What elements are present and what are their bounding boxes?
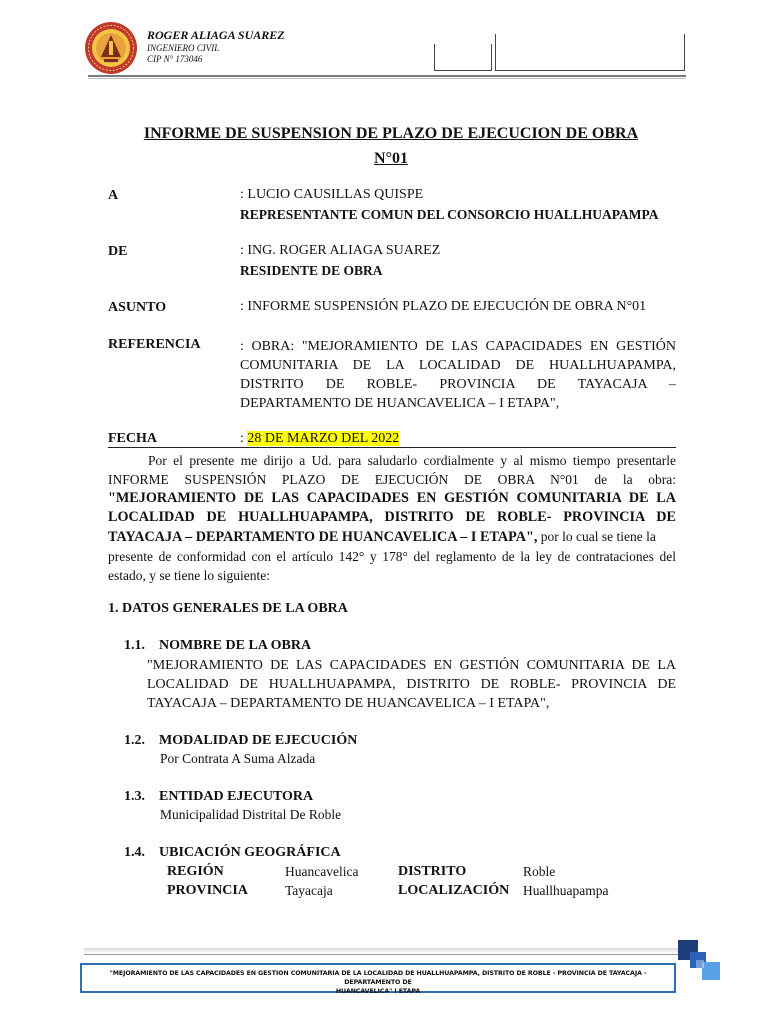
document-title [108, 121, 674, 171]
fecha-date-highlighted: 28 DE MARZO DEL 2022 [247, 431, 400, 446]
engineer-name: ROGER ALIAGA SUAREZ [147, 28, 285, 42]
field-de-value: : ING. ROGER ALIAGA SUAREZ [240, 243, 441, 258]
geo-provincia-value: Tayacaja [285, 883, 333, 898]
referencia-line: DISTRITO DE ROBLE- PROVINCIA DE TAYACAJA – [240, 377, 676, 392]
geo-region-label: REGIÓN [167, 864, 224, 879]
obra-name-line: LOCALIDAD DE HUALLHUAPAMPA, DISTRITO DE ROBLE- PROVINCIA DE [147, 677, 676, 692]
intro-line: presente de conformidad con el artículo 142° y 178° del reglamento de la ley de contrataciones del [108, 549, 676, 564]
intro-bold-line: "MEJORAMIENTO DE LAS CAPACIDADES EN GESTIÓN COMUNITARIA DE LA [108, 490, 676, 506]
field-de-role: RESIDENTE DE OBRA [240, 263, 383, 278]
section-1-2-heading: 1.2. MODALIDAD DE EJECUCIÓN [124, 733, 358, 748]
fecha-prefix: : [240, 431, 248, 446]
geo-distrito-label: DISTRITO [398, 864, 467, 879]
footer-line1: "MEJORAMIENTO DE LAS CAPACIDADES EN GESTION COMUNITARIA DE LA LOCALIDAD DE HUALLHUAPAMPA, DISTRITO DE ROBLE - PROVINCIA DE TAYACAJA - DEPARTAMENTO DE [109, 970, 647, 986]
field-asunto-value: : INFORME SUSPENSIÓN PLAZO DE EJECUCIÓN DE OBRA N°01 [240, 299, 647, 314]
geo-region-value: Huancavelica [285, 864, 359, 879]
engineer-cip: CIP N° 173046 [147, 54, 203, 64]
field-asunto-label: ASUNTO [108, 300, 167, 315]
field-fecha-label: FECHA [108, 431, 157, 446]
engineer-title: INGENIERO CIVIL [147, 43, 220, 53]
section-1-1-heading: 1.1. NOMBRE DE LA OBRA [124, 638, 312, 653]
footer-line2: HUANCAVELICA" I ETAPA [335, 988, 421, 995]
obra-name-line: "MEJORAMIENTO DE LAS CAPACIDADES EN GESTIÓN COMUNITARIA DE LA [147, 658, 676, 673]
intro-tail-fragment: por lo cual se tiene la [537, 529, 656, 544]
intro-line: Por el presente me dirijo a Ud. para saludarlo cordialmente y al mismo tiempo presentarle [148, 453, 676, 468]
section-1-2-text: Por Contrata A Suma Alzada [160, 751, 316, 766]
field-a-value: : LUCIO CAUSILLAS QUISPE [240, 187, 424, 202]
field-a-label: A [108, 188, 119, 203]
referencia-line: : OBRA: "MEJORAMIENTO DE LAS CAPACIDADES EN GESTIÓN [240, 339, 676, 354]
section-1-1-text [147, 656, 676, 713]
fecha-underline [108, 447, 676, 448]
field-de-label: DE [108, 244, 128, 259]
section-1-3-heading: 1.3. ENTIDAD EJECUTORA [124, 789, 314, 804]
section-1-4-heading: 1.4. UBICACIÓN GEOGRÁFICA [124, 845, 341, 860]
geo-localizacion-label: LOCALIZACIÓN [398, 883, 510, 898]
footer-project-box [80, 963, 676, 993]
blue-squares-icon [676, 940, 728, 988]
section-1-3-text: Municipalidad Distrital De Roble [160, 807, 342, 822]
referencia-line: COMUNITARIA DE LA LOCALIDAD DE HUALLHUAPAMPA, [240, 358, 676, 373]
intro-bold-line: LOCALIDAD DE HUALLHUAPAMPA, DISTRITO DE ROBLE- PROVINCIA DE [108, 509, 676, 525]
footer-rule [84, 954, 684, 955]
header-box-right [495, 34, 685, 71]
intro-bold-fragment: TAYACAJA – DEPARTAMENTO DE HUANCAVELICA – I ETAPA", [108, 529, 538, 545]
header-rule-shadow [88, 78, 686, 79]
intro-mixed-line [108, 527, 676, 547]
document-title-line1: INFORME DE SUSPENSION DE PLAZO DE EJECUCION DE OBRA [143, 125, 639, 142]
field-referencia-value [240, 337, 676, 413]
intro-line: INFORME SUSPENSIÓN PLAZO DE EJECUCIÓN DE OBRA N°01 de la obra: [108, 472, 676, 487]
intro-line: estado, y se tiene lo siguiente: [108, 568, 270, 583]
header-rule [88, 75, 686, 77]
geo-distrito-value: Roble [523, 864, 556, 879]
geo-localizacion-value: Huallhuapampa [523, 883, 609, 898]
geo-provincia-label: PROVINCIA [167, 883, 248, 898]
header-box-left [434, 44, 492, 71]
field-fecha-value [240, 431, 399, 447]
section-1-heading: 1. DATOS GENERALES DE LA OBRA [108, 601, 348, 616]
field-referencia-label: REFERENCIA [108, 337, 201, 352]
field-a-role: REPRESENTANTE COMUN DEL CONSORCIO HUALLHUAPAMPA [240, 207, 659, 222]
document-title-line2: N°01 [374, 150, 408, 167]
referencia-line: DEPARTAMENTO DE HUANCAVELICA – I ETAPA", [240, 396, 560, 411]
obra-name-line: TAYACAJA – DEPARTAMENTO DE HUANCAVELICA – I ETAPA", [147, 696, 550, 711]
engineering-seal-logo [84, 21, 138, 75]
intro-paragraph [108, 451, 676, 585]
